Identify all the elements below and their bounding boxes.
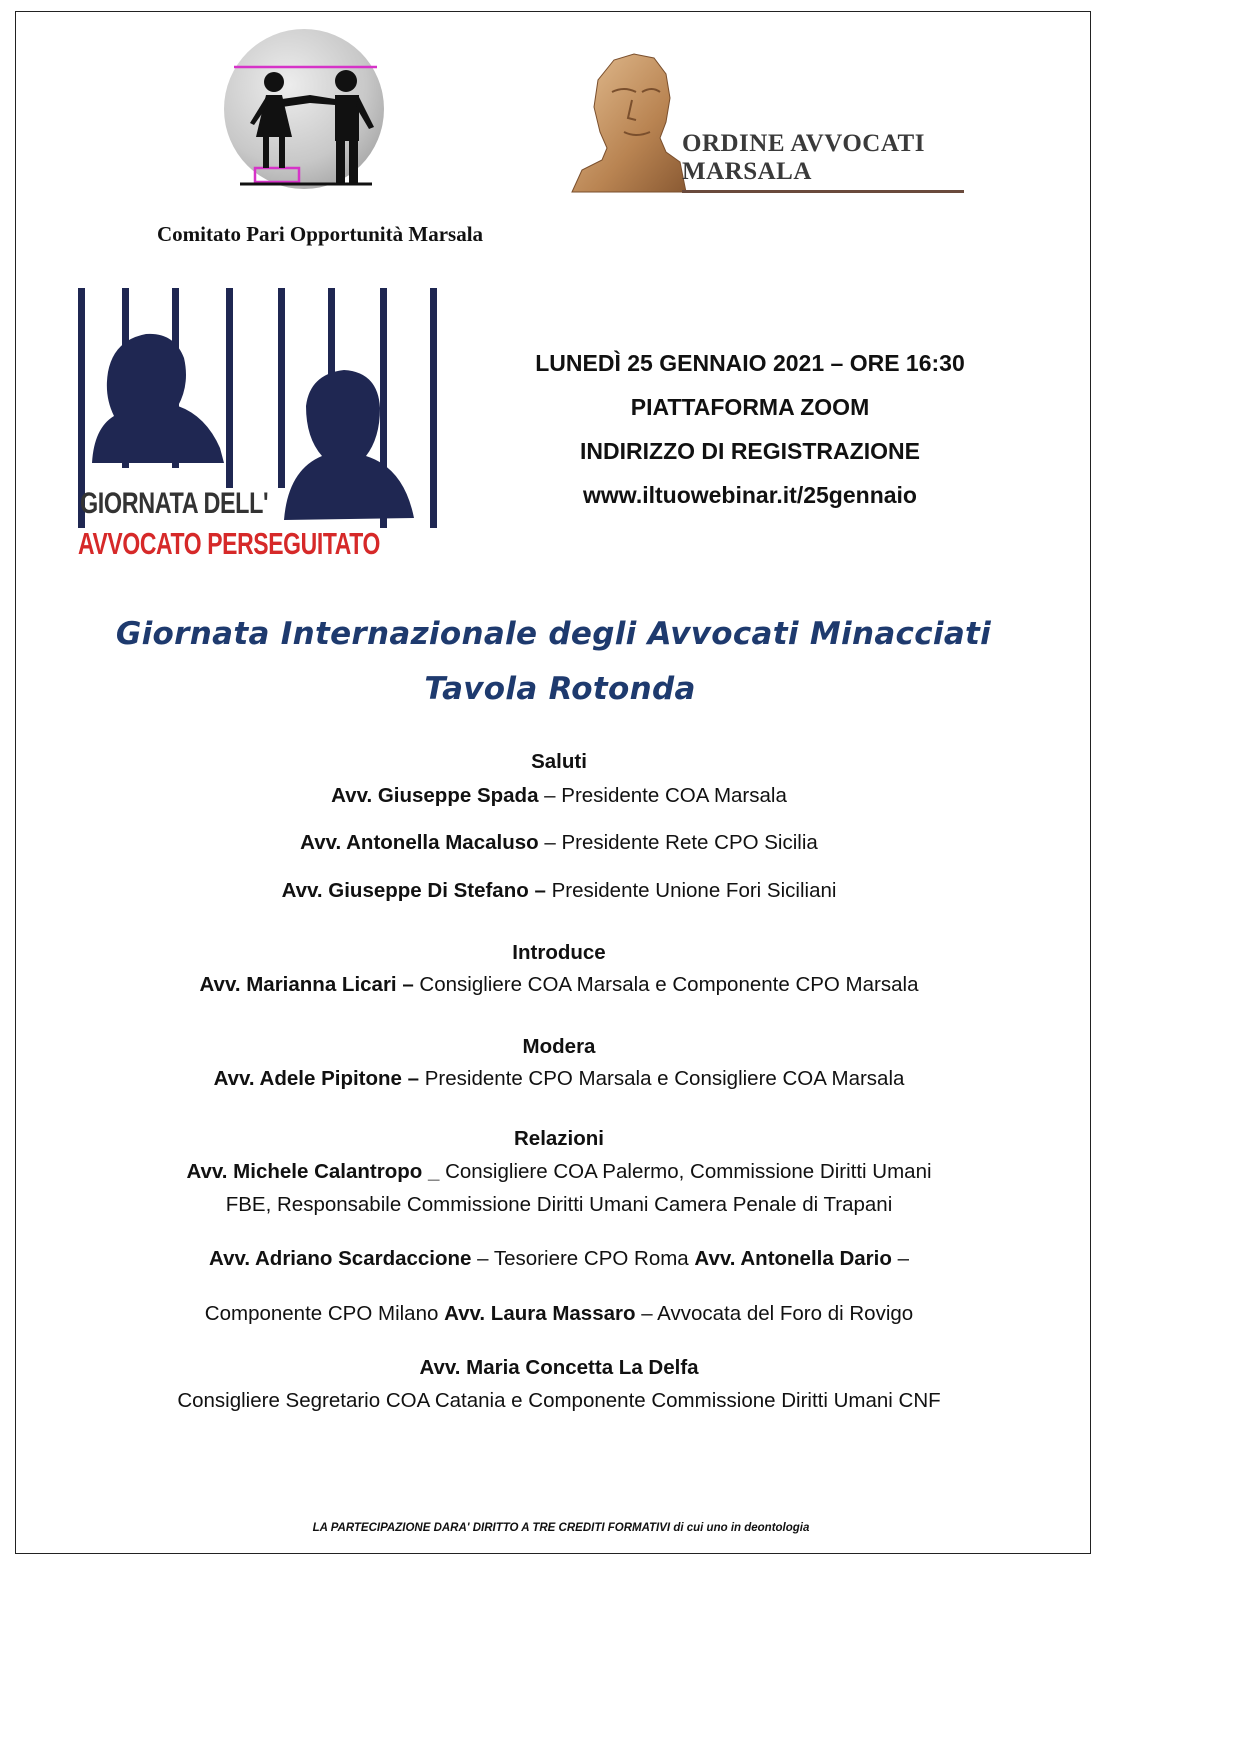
speaker-name: Avv. Antonella Dario (694, 1247, 892, 1270)
separator: – (538, 831, 562, 854)
relazioni-item (0, 1160, 1118, 1184)
saluti-item (0, 879, 1118, 903)
ordine-underline (682, 190, 964, 193)
footer-note-rest: di cui uno in deontologia (673, 1522, 810, 1534)
saluti-heading: Saluti (531, 750, 587, 773)
speaker-name: Avv. Marianna Licari – (199, 973, 414, 996)
document-subtitle: Tavola Rotonda (424, 671, 696, 707)
speaker-role: – Avvocata del Foro di Rovigo (641, 1302, 914, 1325)
footer-credits-note (0, 1522, 1122, 1534)
speaker-role: Componente CPO Milano (204, 1302, 439, 1325)
relazioni-item-continued: FBE, Responsabile Commissione Diritti Umani Camera Penale di Trapani (225, 1193, 893, 1216)
document-title: Giornata Internazionale degli Avvocati Minacciati (115, 616, 992, 652)
relazioni-item (0, 1247, 1118, 1271)
ordine-line2: MARSALA (682, 158, 812, 185)
separator: – (897, 1247, 909, 1270)
speaker-name: Avv. Adriano Scardaccione (209, 1247, 472, 1270)
registration-label: INDIRIZZO DI REGISTRAZIONE (580, 438, 920, 464)
speaker-role: Presidente COA Marsala (561, 784, 787, 807)
saluti-item (0, 784, 1118, 808)
speaker-role: Consigliere COA Palermo, Commissione Diritti Umani (445, 1160, 932, 1183)
speaker-role: Consigliere COA Marsala e Componente CPO Marsala (419, 973, 919, 996)
event-platform: PIATTAFORMA ZOOM (630, 394, 870, 420)
event-date-time: LUNEDÌ 25 GENNAIO 2021 – ORE 16:30 (535, 350, 965, 376)
relazioni-item-role: Consigliere Segretario COA Catania e Componente Commissione Diritti Umani CNF (177, 1389, 941, 1412)
saluti-item (0, 831, 1118, 855)
giornata-title-line2: AVVOCATO PERSEGUITATO (78, 526, 380, 561)
speaker-name: Avv. Laura Massaro (444, 1302, 636, 1325)
speaker-role: Presidente Unione Fori Siciliani (551, 879, 837, 902)
footer-note-bold: LA PARTECIPAZIONE DARA' DIRITTO A TRE CREDITI FORMATIVI (312, 1522, 671, 1534)
ordine-line1: ORDINE AVVOCATI (682, 130, 925, 157)
cpo-logo-emblem (222, 27, 387, 192)
registration-url[interactable]: www.iltuowebinar.it/25gennaio (583, 482, 917, 508)
speaker-name: Avv. Giuseppe Spada (331, 784, 539, 807)
giornata-title-line1: GIORNATA DELL' (80, 487, 269, 520)
speaker-role: – Tesoriere CPO Roma (477, 1247, 689, 1270)
introduce-item (0, 973, 1118, 997)
speaker-name: Avv. Maria Concetta La Delfa (419, 1356, 699, 1379)
modera-heading: Modera (522, 1035, 596, 1058)
relazioni-heading: Relazioni (514, 1127, 604, 1150)
relazioni-item (0, 1356, 1118, 1380)
speaker-role: Presidente Rete CPO Sicilia (561, 831, 818, 854)
relazioni-item (0, 1302, 1118, 1326)
cpo-caption: Comitato Pari Opportunità Marsala (156, 222, 484, 246)
speaker-name: Avv. Michele Calantropo _ (186, 1160, 440, 1183)
speaker-role: Presidente CPO Marsala e Consigliere COA Marsala (424, 1067, 905, 1090)
speaker-name: Avv. Giuseppe Di Stefano – (281, 879, 546, 902)
speaker-name: Avv. Antonella Macaluso (300, 831, 539, 854)
separator: – (538, 784, 562, 807)
speaker-name: Avv. Adele Pipitone – (213, 1067, 420, 1090)
ordine-avvocati-wordmark (682, 130, 925, 186)
introduce-heading: Introduce (512, 941, 606, 964)
event-info (470, 346, 1030, 522)
modera-item (0, 1067, 1118, 1091)
